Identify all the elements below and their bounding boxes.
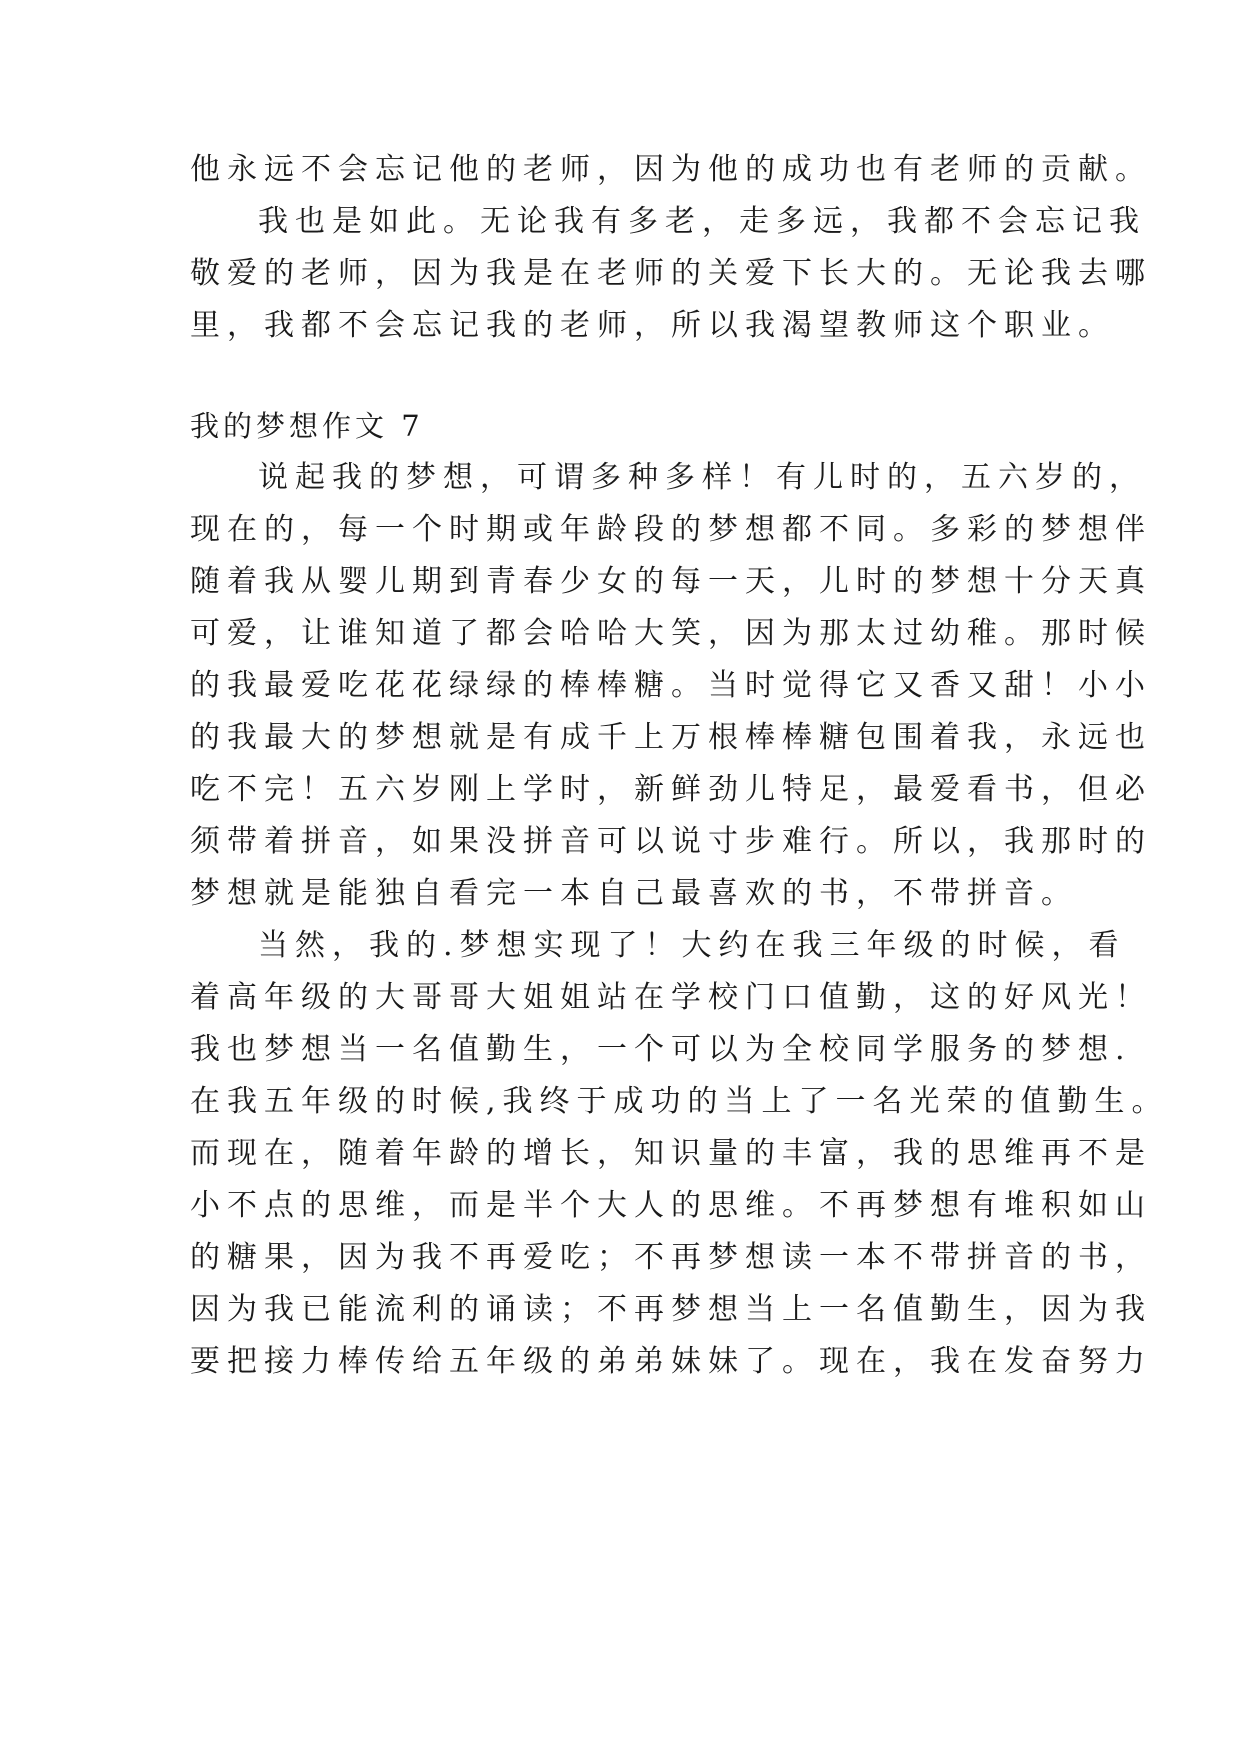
paragraph-line: 随着我从婴儿期到青春少女的每一天，儿时的梦想十分天真 <box>190 564 1152 599</box>
paragraph-line: 梦想就是能独自看完一本自己最喜欢的书，不带拼音。 <box>190 876 1078 911</box>
paragraph-line: 他永远不会忘记他的老师，因为他的成功也有老师的贡献。 <box>190 152 1152 187</box>
paragraph-line: 吃不完！五六岁刚上学时，新鲜劲儿特足，最爱看书，但必 <box>190 772 1152 807</box>
paragraph-line: 说起我的梦想，可谓多种多样！有儿时的，五六岁的， <box>258 460 1146 495</box>
paragraph-line: 在我五年级的时候,我终于成功的当上了一名光荣的值勤生。 <box>190 1084 1169 1119</box>
paragraph-line: 当然，我的.梦想实现了！大约在我三年级的时候，看 <box>258 928 1126 963</box>
paragraph-line: 的糖果，因为我不再爱吃；不再梦想读一本不带拼音的书， <box>190 1240 1152 1275</box>
paragraph-line: 小不点的思维，而是半个大人的思维。不再梦想有堆积如山 <box>190 1188 1152 1223</box>
paragraph-line: 里，我都不会忘记我的老师，所以我渴望教师这个职业。 <box>190 308 1115 343</box>
paragraph-line: 我也是如此。无论我有多老，走多远，我都不会忘记我 <box>258 204 1146 239</box>
paragraph-line: 的我最爱吃花花绿绿的棒棒糖。当时觉得它又香又甜！小小 <box>190 668 1152 703</box>
paragraph-line: 敬爱的老师，因为我是在老师的关爱下长大的。无论我去哪 <box>190 256 1152 291</box>
paragraph-line: 须带着拼音，如果没拼音可以说寸步难行。所以，我那时的 <box>190 824 1152 859</box>
paragraph-line: 要把接力棒传给五年级的弟弟妹妹了。现在，我在发奋努力 <box>190 1344 1152 1379</box>
paragraph-line: 而现在，随着年龄的增长，知识量的丰富，我的思维再不是 <box>190 1136 1152 1171</box>
paragraph-line: 现在的，每一个时期或年龄段的梦想都不同。多彩的梦想伴 <box>190 512 1152 547</box>
paragraph-line: 可爱，让谁知道了都会哈哈大笑，因为那太过幼稚。那时候 <box>190 616 1152 651</box>
paragraph-line: 的我最大的梦想就是有成千上万根棒棒糖包围着我，永远也 <box>190 720 1152 755</box>
paragraph-line: 着高年级的大哥哥大姐姐站在学校门口值勤，这的好风光！ <box>190 980 1152 1015</box>
paragraph-line: 因为我已能流利的诵读；不再梦想当上一名值勤生，因为我 <box>190 1292 1152 1327</box>
section-heading: 我的梦想作文 7 <box>190 409 424 443</box>
paragraph-line: 我也梦想当一名值勤生，一个可以为全校同学服务的梦想. <box>190 1032 1132 1067</box>
